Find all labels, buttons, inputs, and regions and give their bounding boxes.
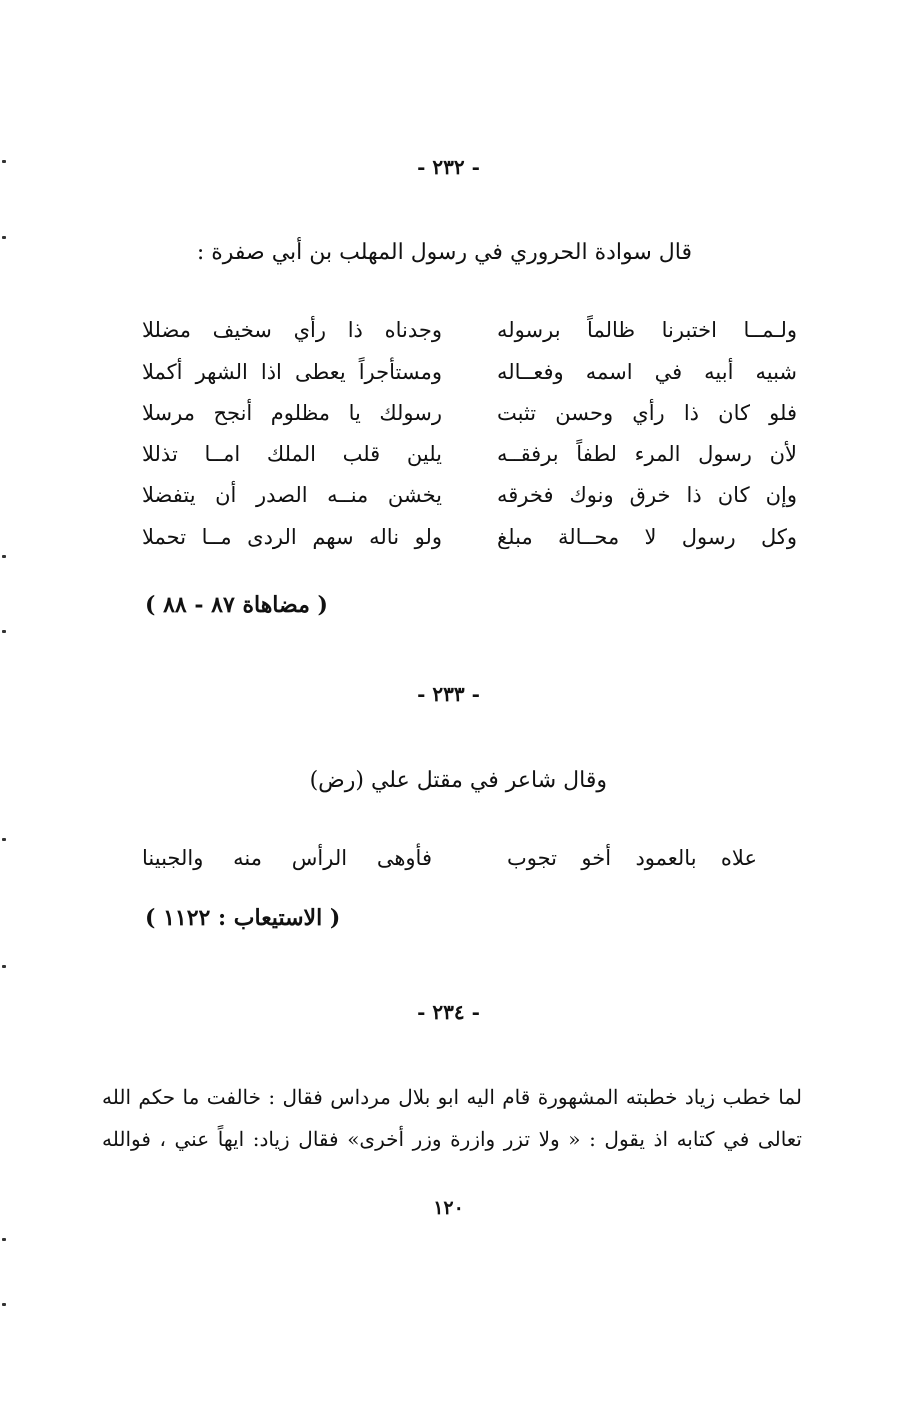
scan-speck (2, 630, 6, 633)
scan-speck (2, 838, 6, 841)
verse-5-second-hemistich: يخشن منــه الصدر أن يتفضلا (142, 483, 442, 507)
source-citation-233: ( الاستيعاب : ١١٢٢ ) (145, 905, 341, 931)
verse-233-first-hemistich: علاه بالعمود أخو تجوب (507, 846, 757, 870)
verse-3-first-hemistich: فلو كان ذا رأي وحسن تثبت (497, 401, 797, 425)
scan-speck (2, 236, 6, 239)
scan-speck (2, 1303, 6, 1306)
verse-233-second-hemistich: فأوهى الرأس منه والجبينا (142, 846, 432, 870)
verse-1-second-hemistich: وجدناه ذا رأي سخيف مضللا (142, 318, 442, 342)
section-number-233: - ٢٣٣ - (417, 682, 480, 706)
verse-2-second-hemistich: ومستأجراً يعطى اذا الشهر أكملا (142, 360, 442, 384)
verse-3-second-hemistich: رسولك يا مظلوم أنجح مرسلا (142, 401, 442, 425)
verse-5-first-hemistich: وإن كان ذا خرق ونوك فخرقه (497, 483, 797, 507)
section-number-234: - ٢٣٤ - (417, 1000, 480, 1024)
scan-speck (2, 555, 6, 558)
scan-speck (2, 965, 6, 968)
section-233-intro: وقال شاعر في مقتل علي (رض) (309, 768, 607, 793)
prose-line-1: لما خطب زياد خطبته المشهورة قام اليه ابو بلال مرداس فقال : خالفت ما حكم الله (102, 1085, 802, 1109)
source-citation-232: ( مضاهاة ٨٧ - ٨٨ ) (145, 592, 328, 618)
section-number-232: - ٢٣٢ - (417, 155, 480, 179)
verse-4-second-hemistich: يلين قلب الملك امــا تذللا (142, 442, 442, 466)
verse-6-second-hemistich: ولو ناله سهم الردى مــا تحملا (142, 525, 442, 549)
scan-speck (2, 160, 6, 163)
section-232-intro: قال سوادة الحروري في رسول المهلب بن أبي صفرة : (196, 240, 692, 265)
verse-1-first-hemistich: ولـمــا اختبرنا ظالماً برسوله (497, 318, 797, 342)
scan-speck (2, 1238, 6, 1241)
page-number: ١٢٠ (433, 1197, 464, 1219)
prose-line-2: تعالى في كتابه اذ يقول : « ولا تزر وازرة وزر أخرى» فقال زياد: ايهاً عني ، فوالله (102, 1127, 802, 1151)
verse-2-first-hemistich: شبيه أبيه في اسمه وفعــاله (497, 360, 797, 384)
verse-4-first-hemistich: لأن رسول المرء لطفاً برفقــه (497, 442, 797, 466)
verse-6-first-hemistich: وكل رسول لا محــالة مبلغ (497, 525, 797, 549)
